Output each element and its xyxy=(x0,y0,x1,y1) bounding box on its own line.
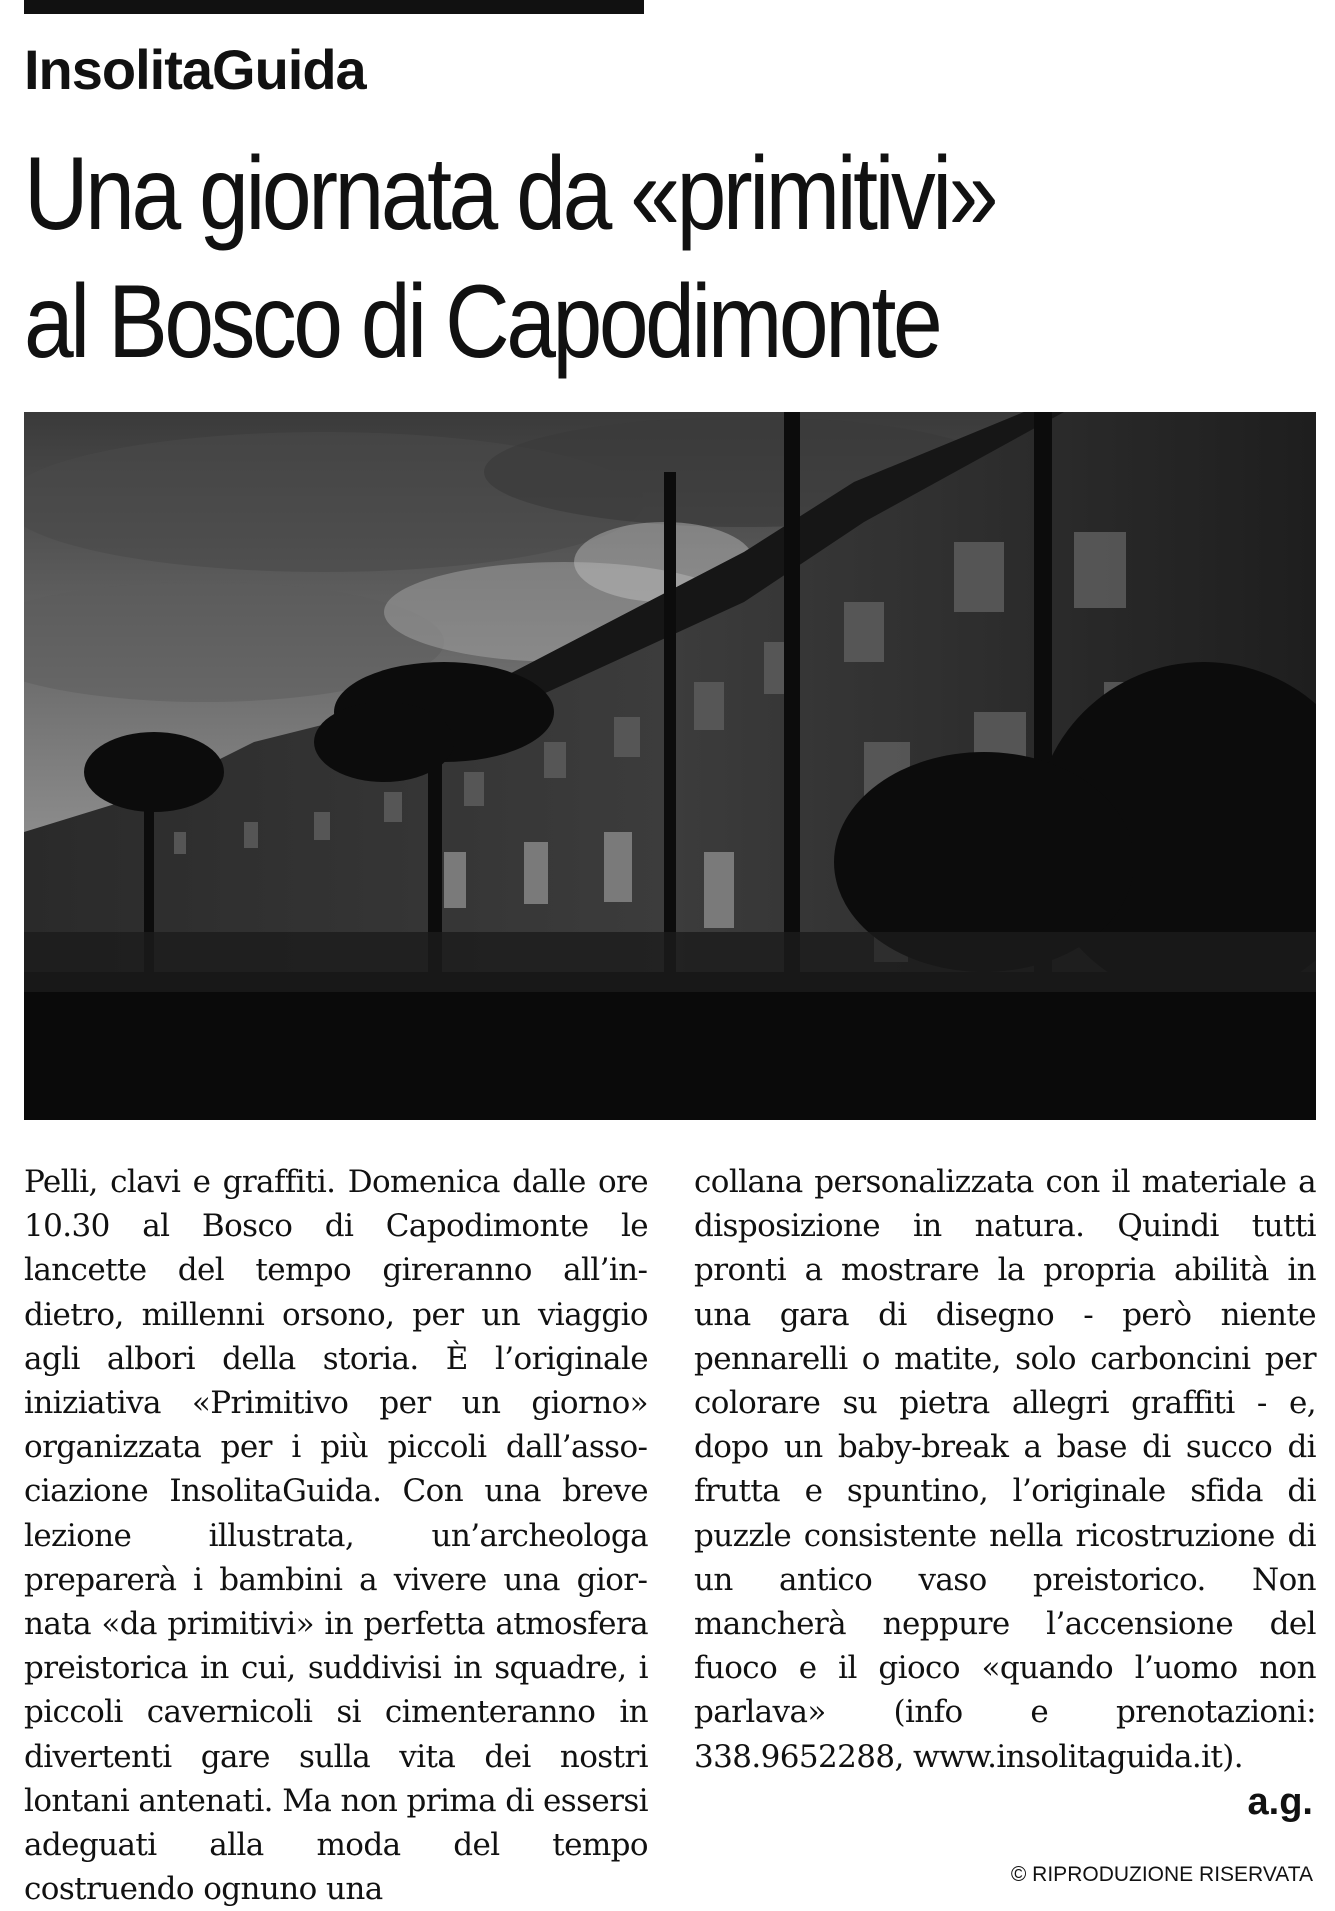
article-text-right: collana personalizzata con il materiale a disposizione in natura. Quindi tutti pronti a mostrare la propria abilità in una gara di disegno - però niente pennarelli o matite, solo carboncini per colorare su pietra allegri graffiti - e, dopo un baby-break a base di succo di frutta e spuntino, l’originale sfida di puzzle consistente nella ricostruzione di un antico vaso preistorico. Non mancherà neppure l’accensione del fuoco e il gioco «quando l’uomo non parlava» (info e prenotazioni: 338.9652288, www.insolitaguida.it). xyxy=(694,1164,1316,1775)
top-rule xyxy=(24,0,644,14)
section-label: InsolitaGuida xyxy=(24,38,366,101)
article-column-left xyxy=(24,1160,648,1911)
article-column-right xyxy=(694,1160,1316,1779)
author-signature: a.g. xyxy=(1247,1781,1313,1823)
copyright-notice: © RIPRODUZIONE RISERVATA xyxy=(1010,1863,1313,1886)
headline-line-1: Una giornata da «primitivi» xyxy=(24,136,996,252)
headline-line-2: al Bosco di Capodimonte xyxy=(24,264,940,380)
article-text-left: Pelli, clavi e graffiti. Domenica dalle ore 10.30 al Bosco di Capodimonte le lancette del tempo gireranno all’indietro, millenni orsono, per un viaggio agli albori della storia. È l’originale iniziativa «Primitivo per un giorno» organizzata per i più piccoli dall’associazione InsolitaGuida. Con una breve lezione illustrata, un’archeologa preparerà i bambini a vivere una giornata «da primitivi» in perfetta atmosfera preistorica in cui, suddivisi in squadre, i piccoli cavernicoli si cimenteranno in divertenti gare sulla vita dei nostri lontani antenati. Ma non prima di essersi adeguati alla moda del tempo costruendo ognuno una xyxy=(24,1164,648,1908)
palace-photo-illustration xyxy=(24,412,1316,1120)
article-photo xyxy=(24,412,1316,1120)
headline xyxy=(24,130,1133,386)
